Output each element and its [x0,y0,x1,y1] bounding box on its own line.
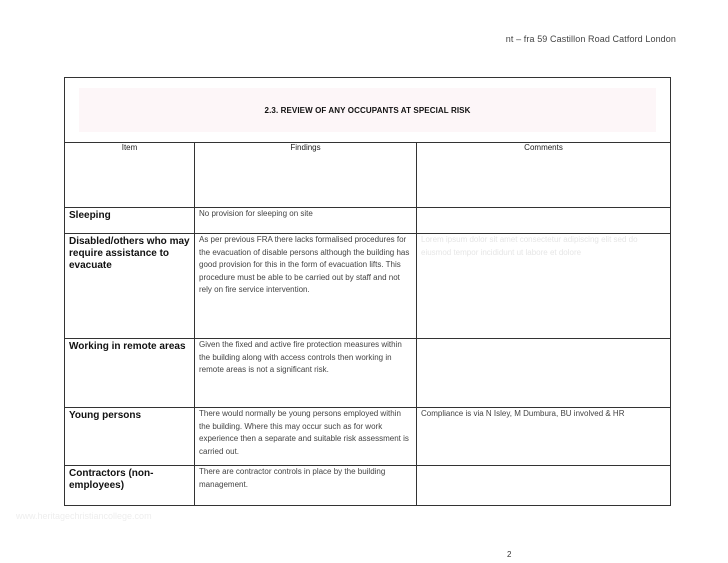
row-findings-text: As per previous FRA there lacks formalised procedures for the evacuation of disable persons although the building has good provision for this in the form of evacuation lifts. This procedure must be able to be carried out by staff and not rely on fire service intervention. [199,235,410,295]
table-row [65,208,671,234]
section-title: 2.3. REVIEW OF ANY OCCUPANTS AT SPECIAL RISK [79,88,656,132]
row-item-cell [65,208,195,234]
row-item-label: Young persons [69,410,142,421]
column-header-row [65,143,671,208]
column-header-findings: Findings [195,143,417,208]
table-row [65,234,671,339]
document-header: nt – fra 59 Castillon Road Catford London [505,34,676,44]
row-findings-text: There would normally be young persons employed within the building. Where this may occur such as for work experience then a separate and suitable risk assessment is carried out. [199,409,409,456]
row-comments-cell [417,408,671,466]
row-findings-text: No provision for sleeping on site [199,209,313,218]
row-comments-text: Lorem ipsum dolor sit amet consectetur adipiscing elit sed do eiusmod tempor incididunt ut labore et dolore [421,235,638,257]
row-comments-cell [417,234,671,339]
watermark-text: www.heritagechristiancollege.com [16,511,152,521]
row-findings-text: Given the fixed and active fire protection measures within the building along with access controls then working in remote areas is not a significant risk. [199,340,402,375]
row-item-label: Disabled/others who may require assistance to evacuate [69,236,190,271]
table-row [65,408,671,466]
row-item-label: Sleeping [69,210,111,221]
row-comments-text: Compliance is via N Isley, M Dumbura, BU involved & HR [421,409,625,418]
table-row [65,339,671,408]
row-findings-text: There are contractor controls in place by the building management. [199,467,386,489]
page-number: 2 [507,550,512,559]
row-item-label: Contractors (non-employees) [69,468,154,491]
row-item-cell [65,339,195,408]
table-row [65,466,671,506]
title-row [65,78,671,143]
row-comments-cell [417,339,671,408]
row-comments-cell [417,466,671,506]
column-header-comments: Comments [417,143,671,208]
row-findings-cell [195,339,417,408]
title-cell [65,78,671,143]
row-item-cell [65,466,195,506]
row-findings-cell [195,234,417,339]
row-findings-cell [195,466,417,506]
risk-table [64,77,671,506]
row-findings-cell [195,408,417,466]
row-comments-cell [417,208,671,234]
row-findings-cell [195,208,417,234]
row-item-label: Working in remote areas [69,341,186,352]
column-header-item: Item [65,143,195,208]
row-item-cell [65,234,195,339]
row-item-cell [65,408,195,466]
